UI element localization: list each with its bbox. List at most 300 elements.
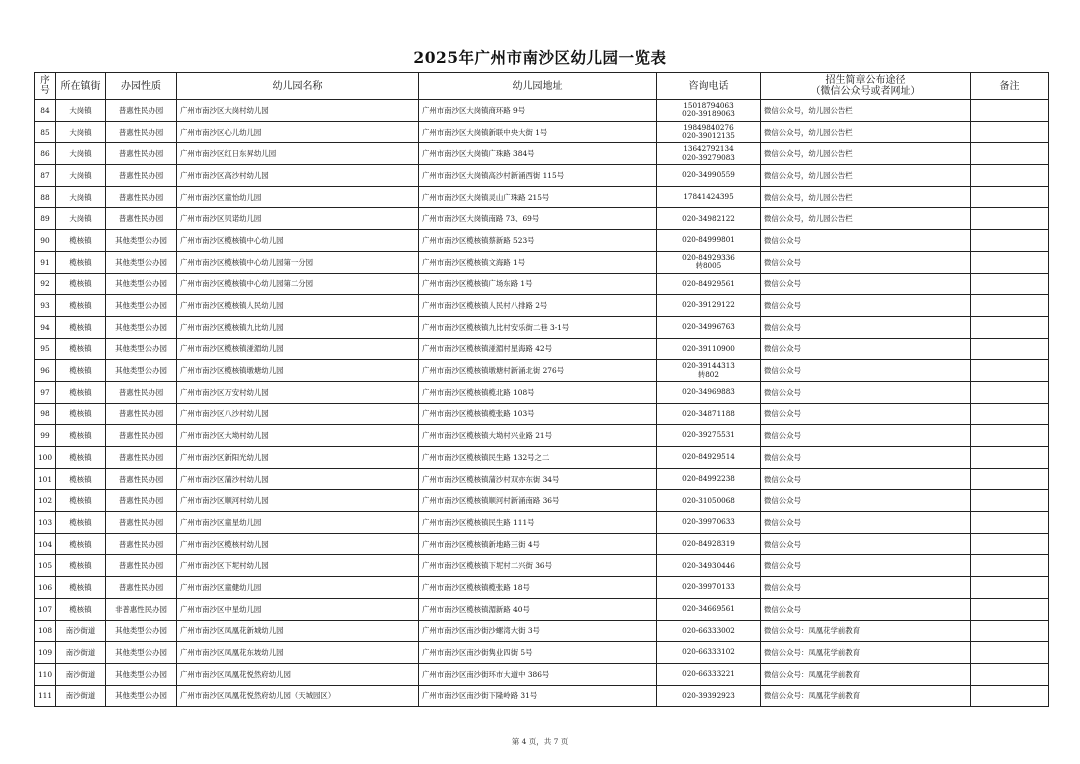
cell-remark bbox=[971, 490, 1049, 512]
cell-channel: 微信公众号 bbox=[761, 577, 971, 599]
cell-remark bbox=[971, 100, 1049, 122]
cell-phone bbox=[657, 403, 761, 425]
cell-town: 榄核镇 bbox=[56, 598, 106, 620]
cell-address: 广州市南沙区榄核镇下坭村二兴街 36号 bbox=[419, 555, 657, 577]
cell-name: 广州市南沙区童星幼儿园 bbox=[177, 512, 419, 534]
cell-phone bbox=[657, 425, 761, 447]
cell-channel: 微信公众号 bbox=[761, 381, 971, 403]
cell-channel: 微信公众号，幼儿园公告栏 bbox=[761, 208, 971, 230]
cell-seq: 111 bbox=[35, 685, 56, 707]
cell-remark bbox=[971, 251, 1049, 273]
cell-remark bbox=[971, 295, 1049, 317]
cell-name: 广州市南沙区榄核镇中心幼儿园第二分园 bbox=[177, 273, 419, 295]
cell-seq: 105 bbox=[35, 555, 56, 577]
phone-line: 020-39129122 bbox=[682, 300, 735, 310]
phone-line: 020-34669561 bbox=[682, 603, 735, 613]
cell-nature: 普惠性民办园 bbox=[106, 165, 177, 187]
cell-channel: 微信公众号 bbox=[761, 295, 971, 317]
cell-town: 榄核镇 bbox=[56, 490, 106, 512]
cell-remark bbox=[971, 533, 1049, 555]
cell-nature: 其他类型公办园 bbox=[106, 360, 177, 382]
cell-address: 广州市南沙区榄核镇新地路三街 4号 bbox=[419, 533, 657, 555]
page-title: 2025年广州市南沙区幼儿园一览表 bbox=[413, 48, 667, 67]
cell-address: 广州市南沙区榄核镇九比村安乐街二巷 3-1号 bbox=[419, 316, 657, 338]
cell-seq: 93 bbox=[35, 295, 56, 317]
cell-phone bbox=[657, 100, 761, 122]
cell-phone bbox=[657, 533, 761, 555]
header-seq: 序号 bbox=[35, 73, 56, 100]
cell-remark bbox=[971, 663, 1049, 685]
table-row bbox=[35, 642, 1049, 664]
cell-remark bbox=[971, 468, 1049, 490]
cell-nature: 普惠性民办园 bbox=[106, 403, 177, 425]
cell-phone bbox=[657, 381, 761, 403]
cell-phone bbox=[657, 273, 761, 295]
table-row bbox=[35, 186, 1049, 208]
cell-channel: 微信公众号：凤凰花学前教育 bbox=[761, 663, 971, 685]
cell-phone bbox=[657, 620, 761, 642]
cell-name: 广州市南沙区榄核镇九比幼儿园 bbox=[177, 316, 419, 338]
cell-channel: 微信公众号 bbox=[761, 230, 971, 252]
cell-remark bbox=[971, 620, 1049, 642]
table-row bbox=[35, 273, 1049, 295]
cell-name: 广州市南沙区榄核村幼儿园 bbox=[177, 533, 419, 555]
cell-remark bbox=[971, 403, 1049, 425]
cell-town: 大岗镇 bbox=[56, 121, 106, 143]
cell-nature: 其他类型公办园 bbox=[106, 338, 177, 360]
cell-remark bbox=[971, 316, 1049, 338]
cell-address: 广州市南沙区榄核镇榄张路 103号 bbox=[419, 403, 657, 425]
cell-seq: 89 bbox=[35, 208, 56, 230]
cell-phone bbox=[657, 577, 761, 599]
table-row bbox=[35, 381, 1049, 403]
phone-line: 020-39275531 bbox=[682, 430, 735, 440]
cell-address: 广州市南沙区大岗镇灵山广珠路 215号 bbox=[419, 186, 657, 208]
cell-seq: 100 bbox=[35, 447, 56, 469]
cell-channel: 微信公众号，幼儿园公告栏 bbox=[761, 143, 971, 165]
cell-name: 广州市南沙区蒲沙村幼儿园 bbox=[177, 468, 419, 490]
cell-nature: 普惠性民办园 bbox=[106, 186, 177, 208]
phone-line: 020-84929336 bbox=[682, 252, 735, 262]
phone-line: 020-39279083 bbox=[682, 152, 735, 162]
cell-town: 榄核镇 bbox=[56, 360, 106, 382]
table-row bbox=[35, 360, 1049, 382]
cell-name: 广州市南沙区凤凰花悦然府幼儿园 bbox=[177, 663, 419, 685]
cell-channel: 微信公众号 bbox=[761, 425, 971, 447]
cell-channel: 微信公众号 bbox=[761, 447, 971, 469]
cell-nature: 普惠性民办园 bbox=[106, 208, 177, 230]
cell-seq: 103 bbox=[35, 512, 56, 534]
phone-line: 020-39970133 bbox=[682, 582, 735, 592]
header-channel-line1: 招生简章公布途径 bbox=[825, 75, 906, 86]
phone-line: 020-66333221 bbox=[682, 669, 735, 679]
cell-phone bbox=[657, 685, 761, 707]
cell-remark bbox=[971, 230, 1049, 252]
cell-address: 广州市南沙区榄核镇湴湄村星海路 42号 bbox=[419, 338, 657, 360]
cell-seq: 98 bbox=[35, 403, 56, 425]
cell-town: 大岗镇 bbox=[56, 186, 106, 208]
table-row bbox=[35, 577, 1049, 599]
cell-town: 榄核镇 bbox=[56, 251, 106, 273]
cell-channel: 微信公众号，幼儿园公告栏 bbox=[761, 165, 971, 187]
cell-name: 广州市南沙区大岗村幼儿园 bbox=[177, 100, 419, 122]
cell-phone bbox=[657, 447, 761, 469]
cell-remark bbox=[971, 165, 1049, 187]
phone-line: 020-66333102 bbox=[682, 647, 735, 657]
cell-seq: 107 bbox=[35, 598, 56, 620]
header-address: 幼儿园地址 bbox=[419, 73, 657, 100]
cell-address: 广州市南沙区大岗镇广珠路 384号 bbox=[419, 143, 657, 165]
cell-address: 广州市南沙区榄核镇榄北路 108号 bbox=[419, 381, 657, 403]
cell-address: 广州市南沙区榄核镇民生路 111号 bbox=[419, 512, 657, 534]
cell-name: 广州市南沙区榄核镇墩塘幼儿园 bbox=[177, 360, 419, 382]
cell-town: 大岗镇 bbox=[56, 165, 106, 187]
table-row bbox=[35, 143, 1049, 165]
table-row bbox=[35, 165, 1049, 187]
phone-line: 19849840276 bbox=[683, 122, 734, 132]
cell-name: 广州市南沙区大坳村幼儿园 bbox=[177, 425, 419, 447]
cell-nature: 普惠性民办园 bbox=[106, 555, 177, 577]
cell-channel: 微信公众号：凤凰花学前教育 bbox=[761, 620, 971, 642]
cell-name: 广州市南沙区中星幼儿园 bbox=[177, 598, 419, 620]
cell-channel: 微信公众号，幼儿园公告栏 bbox=[761, 121, 971, 143]
cell-name: 广州市南沙区凤凰花悦然府幼儿园（天城园区） bbox=[177, 685, 419, 707]
cell-channel: 微信公众号 bbox=[761, 533, 971, 555]
phone-line: 020-34969883 bbox=[682, 387, 735, 397]
phone-line: 020-39110900 bbox=[682, 343, 735, 353]
cell-remark bbox=[971, 425, 1049, 447]
cell-seq: 95 bbox=[35, 338, 56, 360]
cell-phone bbox=[657, 598, 761, 620]
cell-name: 广州市南沙区贝诺幼儿园 bbox=[177, 208, 419, 230]
cell-channel: 微信公众号 bbox=[761, 555, 971, 577]
cell-seq: 97 bbox=[35, 381, 56, 403]
cell-nature: 普惠性民办园 bbox=[106, 100, 177, 122]
cell-phone bbox=[657, 295, 761, 317]
cell-name: 广州市南沙区榄核镇中心幼儿园 bbox=[177, 230, 419, 252]
table-row bbox=[35, 468, 1049, 490]
cell-town: 榄核镇 bbox=[56, 273, 106, 295]
cell-town: 榄核镇 bbox=[56, 468, 106, 490]
cell-phone bbox=[657, 512, 761, 534]
cell-phone bbox=[657, 490, 761, 512]
table-row bbox=[35, 208, 1049, 230]
cell-remark bbox=[971, 338, 1049, 360]
cell-channel: 微信公众号 bbox=[761, 512, 971, 534]
cell-address: 广州市南沙区南沙街沙螺湾大街 3号 bbox=[419, 620, 657, 642]
cell-phone bbox=[657, 165, 761, 187]
cell-address: 广州市南沙区大岗镇高沙村新涌西街 115号 bbox=[419, 165, 657, 187]
cell-nature: 普惠性民办园 bbox=[106, 121, 177, 143]
cell-channel: 微信公众号 bbox=[761, 338, 971, 360]
phone-line: 020-84929561 bbox=[682, 278, 735, 288]
cell-seq: 110 bbox=[35, 663, 56, 685]
cell-name: 广州市南沙区万安村幼儿园 bbox=[177, 381, 419, 403]
cell-seq: 101 bbox=[35, 468, 56, 490]
cell-remark bbox=[971, 642, 1049, 664]
cell-nature: 非普惠性民办园 bbox=[106, 598, 177, 620]
phone-line: 020-39392923 bbox=[682, 690, 735, 700]
cell-remark bbox=[971, 208, 1049, 230]
cell-nature: 其他类型公办园 bbox=[106, 685, 177, 707]
cell-town: 大岗镇 bbox=[56, 100, 106, 122]
cell-channel: 微信公众号 bbox=[761, 598, 971, 620]
header-channel-line2: （微信公众号或者网址） bbox=[810, 86, 921, 97]
table-row bbox=[35, 512, 1049, 534]
cell-seq: 96 bbox=[35, 360, 56, 382]
phone-line: 020-34990559 bbox=[682, 170, 735, 180]
cell-nature: 普惠性民办园 bbox=[106, 425, 177, 447]
cell-channel: 微信公众号：凤凰花学前教育 bbox=[761, 685, 971, 707]
phone-line: 020-39970633 bbox=[682, 517, 735, 527]
header-nature: 办园性质 bbox=[106, 73, 177, 100]
cell-town: 榄核镇 bbox=[56, 403, 106, 425]
cell-name: 广州市南沙区顺河村幼儿园 bbox=[177, 490, 419, 512]
phone-line: 13642792134 bbox=[683, 144, 734, 154]
cell-town: 南沙街道 bbox=[56, 620, 106, 642]
cell-name: 广州市南沙区高沙村幼儿园 bbox=[177, 165, 419, 187]
cell-address: 广州市南沙区榄核镇榄张路 18号 bbox=[419, 577, 657, 599]
cell-address: 广州市南沙区榄核镇蒲沙村双亦东街 34号 bbox=[419, 468, 657, 490]
table-row bbox=[35, 447, 1049, 469]
cell-phone bbox=[657, 663, 761, 685]
header-channel bbox=[761, 73, 971, 100]
cell-name: 广州市南沙区榄核镇湴湄幼儿园 bbox=[177, 338, 419, 360]
cell-address: 广州市南沙区南沙街下隆岭路 31号 bbox=[419, 685, 657, 707]
cell-phone bbox=[657, 360, 761, 382]
phone-line: 020-34871188 bbox=[682, 408, 735, 418]
table-body bbox=[35, 100, 1049, 707]
cell-name: 广州市南沙区童健幼儿园 bbox=[177, 577, 419, 599]
cell-town: 榄核镇 bbox=[56, 425, 106, 447]
header-town: 所在镇街 bbox=[56, 73, 106, 100]
header-phone: 咨询电话 bbox=[657, 73, 761, 100]
cell-address: 广州市南沙区榄核镇民生路 132号之二 bbox=[419, 447, 657, 469]
cell-nature: 其他类型公办园 bbox=[106, 273, 177, 295]
cell-nature: 普惠性民办园 bbox=[106, 468, 177, 490]
table-row bbox=[35, 121, 1049, 143]
cell-seq: 99 bbox=[35, 425, 56, 447]
cell-name: 广州市南沙区凤凰花东坡幼儿园 bbox=[177, 642, 419, 664]
cell-town: 榄核镇 bbox=[56, 316, 106, 338]
cell-channel: 微信公众号 bbox=[761, 490, 971, 512]
cell-phone bbox=[657, 186, 761, 208]
cell-town: 大岗镇 bbox=[56, 208, 106, 230]
cell-address: 广州市南沙区南沙街环市大道中 386号 bbox=[419, 663, 657, 685]
cell-remark bbox=[971, 381, 1049, 403]
cell-remark bbox=[971, 577, 1049, 599]
cell-seq: 109 bbox=[35, 642, 56, 664]
cell-nature: 其他类型公办园 bbox=[106, 295, 177, 317]
cell-town: 榄核镇 bbox=[56, 338, 106, 360]
table-row bbox=[35, 533, 1049, 555]
cell-town: 南沙街道 bbox=[56, 663, 106, 685]
table-row bbox=[35, 663, 1049, 685]
cell-town: 榄核镇 bbox=[56, 230, 106, 252]
table-row bbox=[35, 425, 1049, 447]
cell-address: 广州市南沙区榄核镇墩塘村新涌北街 276号 bbox=[419, 360, 657, 382]
cell-channel: 微信公众号 bbox=[761, 273, 971, 295]
phone-line: 020-39189063 bbox=[682, 109, 735, 119]
page-footer: 第 4 页，共 7 页 bbox=[511, 737, 569, 746]
cell-seq: 90 bbox=[35, 230, 56, 252]
cell-nature: 普惠性民办园 bbox=[106, 381, 177, 403]
cell-town: 大岗镇 bbox=[56, 143, 106, 165]
cell-remark bbox=[971, 273, 1049, 295]
cell-seq: 91 bbox=[35, 251, 56, 273]
phone-line: 020-39012135 bbox=[682, 131, 735, 141]
cell-phone bbox=[657, 208, 761, 230]
cell-phone bbox=[657, 251, 761, 273]
cell-channel: 微信公众号 bbox=[761, 360, 971, 382]
cell-seq: 87 bbox=[35, 165, 56, 187]
cell-remark bbox=[971, 512, 1049, 534]
cell-remark bbox=[971, 121, 1049, 143]
phone-line: 020-34930446 bbox=[682, 560, 735, 570]
cell-phone bbox=[657, 316, 761, 338]
header-remark: 备注 bbox=[971, 73, 1049, 100]
cell-nature: 其他类型公办园 bbox=[106, 230, 177, 252]
cell-seq: 84 bbox=[35, 100, 56, 122]
cell-town: 榄核镇 bbox=[56, 295, 106, 317]
phone-line: 020-84992238 bbox=[682, 473, 735, 483]
table-row bbox=[35, 100, 1049, 122]
cell-seq: 85 bbox=[35, 121, 56, 143]
cell-remark bbox=[971, 447, 1049, 469]
phone-line: 020-84999801 bbox=[682, 235, 735, 245]
cell-seq: 94 bbox=[35, 316, 56, 338]
table-row bbox=[35, 338, 1049, 360]
cell-address: 广州市南沙区大岗镇南路 73、69号 bbox=[419, 208, 657, 230]
cell-name: 广州市南沙区下坭村幼儿园 bbox=[177, 555, 419, 577]
cell-town: 南沙街道 bbox=[56, 642, 106, 664]
table-row bbox=[35, 403, 1049, 425]
phone-line: 020-84929514 bbox=[682, 452, 735, 462]
table-header-row bbox=[35, 73, 1049, 100]
cell-address: 广州市南沙区大岗镇新联中央大街 1号 bbox=[419, 121, 657, 143]
cell-nature: 普惠性民办园 bbox=[106, 577, 177, 599]
cell-seq: 86 bbox=[35, 143, 56, 165]
cell-seq: 88 bbox=[35, 186, 56, 208]
cell-nature: 普惠性民办园 bbox=[106, 143, 177, 165]
cell-nature: 普惠性民办园 bbox=[106, 533, 177, 555]
cell-address: 广州市南沙区榄核镇大坳村兴业路 21号 bbox=[419, 425, 657, 447]
cell-seq: 106 bbox=[35, 577, 56, 599]
cell-nature: 其他类型公办园 bbox=[106, 663, 177, 685]
cell-address: 广州市南沙区榄核镇人民村八排路 2号 bbox=[419, 295, 657, 317]
cell-nature: 其他类型公办园 bbox=[106, 251, 177, 273]
kindergarten-table bbox=[34, 72, 1049, 707]
cell-seq: 102 bbox=[35, 490, 56, 512]
cell-nature: 普惠性民办园 bbox=[106, 490, 177, 512]
cell-channel: 微信公众号，幼儿园公告栏 bbox=[761, 100, 971, 122]
cell-phone bbox=[657, 468, 761, 490]
cell-nature: 其他类型公办园 bbox=[106, 620, 177, 642]
phone-line: 020-66333002 bbox=[682, 625, 735, 635]
phone-line: 15018794063 bbox=[683, 100, 734, 110]
cell-phone bbox=[657, 338, 761, 360]
cell-remark bbox=[971, 360, 1049, 382]
cell-remark bbox=[971, 598, 1049, 620]
phone-line: 17841424395 bbox=[683, 191, 734, 201]
cell-remark bbox=[971, 685, 1049, 707]
cell-channel: 微信公众号 bbox=[761, 468, 971, 490]
cell-phone bbox=[657, 555, 761, 577]
cell-channel: 微信公众号 bbox=[761, 316, 971, 338]
cell-name: 广州市南沙区心儿幼儿园 bbox=[177, 121, 419, 143]
cell-town: 榄核镇 bbox=[56, 577, 106, 599]
cell-town: 榄核镇 bbox=[56, 533, 106, 555]
phone-line: 转8005 bbox=[695, 261, 722, 271]
cell-nature: 其他类型公办园 bbox=[106, 642, 177, 664]
cell-address: 广州市南沙区榄核镇文海路 1号 bbox=[419, 251, 657, 273]
cell-nature: 普惠性民办园 bbox=[106, 512, 177, 534]
phone-line: 020-39144313 bbox=[682, 361, 735, 371]
phone-line: 020-34982122 bbox=[682, 213, 735, 223]
cell-name: 广州市南沙区八沙村幼儿园 bbox=[177, 403, 419, 425]
cell-phone bbox=[657, 642, 761, 664]
header-name: 幼儿园名称 bbox=[177, 73, 419, 100]
cell-channel: 微信公众号 bbox=[761, 403, 971, 425]
cell-channel: 微信公众号：凤凰花学前教育 bbox=[761, 642, 971, 664]
cell-town: 榄核镇 bbox=[56, 381, 106, 403]
phone-line: 转802 bbox=[698, 369, 719, 379]
table-row bbox=[35, 685, 1049, 707]
cell-remark bbox=[971, 555, 1049, 577]
table-row bbox=[35, 555, 1049, 577]
cell-name: 广州市南沙区童怡幼儿园 bbox=[177, 186, 419, 208]
phone-line: 020-31050068 bbox=[682, 495, 735, 505]
phone-line: 020-34996763 bbox=[682, 322, 735, 332]
cell-address: 广州市南沙区大岗镇商环路 9号 bbox=[419, 100, 657, 122]
table-row bbox=[35, 490, 1049, 512]
table-row bbox=[35, 316, 1049, 338]
cell-name: 广州市南沙区红日东昇幼儿园 bbox=[177, 143, 419, 165]
cell-address: 广州市南沙区榄核镇蔡新路 523号 bbox=[419, 230, 657, 252]
cell-nature: 普惠性民办园 bbox=[106, 447, 177, 469]
cell-nature: 其他类型公办园 bbox=[106, 316, 177, 338]
cell-phone bbox=[657, 121, 761, 143]
table-row bbox=[35, 295, 1049, 317]
cell-seq: 108 bbox=[35, 620, 56, 642]
cell-remark bbox=[971, 186, 1049, 208]
cell-channel: 微信公众号 bbox=[761, 251, 971, 273]
cell-seq: 92 bbox=[35, 273, 56, 295]
cell-town: 榄核镇 bbox=[56, 555, 106, 577]
cell-town: 南沙街道 bbox=[56, 685, 106, 707]
cell-channel: 微信公众号，幼儿园公告栏 bbox=[761, 186, 971, 208]
table-row bbox=[35, 251, 1049, 273]
table-row bbox=[35, 230, 1049, 252]
cell-phone bbox=[657, 143, 761, 165]
phone-line: 020-84928319 bbox=[682, 538, 735, 548]
cell-name: 广州市南沙区凤凰花新城幼儿园 bbox=[177, 620, 419, 642]
table-row bbox=[35, 598, 1049, 620]
cell-address: 广州市南沙区榄核镇广场东路 1号 bbox=[419, 273, 657, 295]
cell-address: 广州市南沙区榄核镇湄新路 40号 bbox=[419, 598, 657, 620]
cell-seq: 104 bbox=[35, 533, 56, 555]
cell-town: 榄核镇 bbox=[56, 447, 106, 469]
table-row bbox=[35, 620, 1049, 642]
cell-town: 榄核镇 bbox=[56, 512, 106, 534]
cell-address: 广州市南沙区榄核镇顺河村新涌南路 36号 bbox=[419, 490, 657, 512]
cell-phone bbox=[657, 230, 761, 252]
cell-remark bbox=[971, 143, 1049, 165]
cell-name: 广州市南沙区榄核镇人民幼儿园 bbox=[177, 295, 419, 317]
cell-name: 广州市南沙区新阳光幼儿园 bbox=[177, 447, 419, 469]
cell-name: 广州市南沙区榄核镇中心幼儿园第一分园 bbox=[177, 251, 419, 273]
cell-address: 广州市南沙区南沙街隽业四街 5号 bbox=[419, 642, 657, 664]
